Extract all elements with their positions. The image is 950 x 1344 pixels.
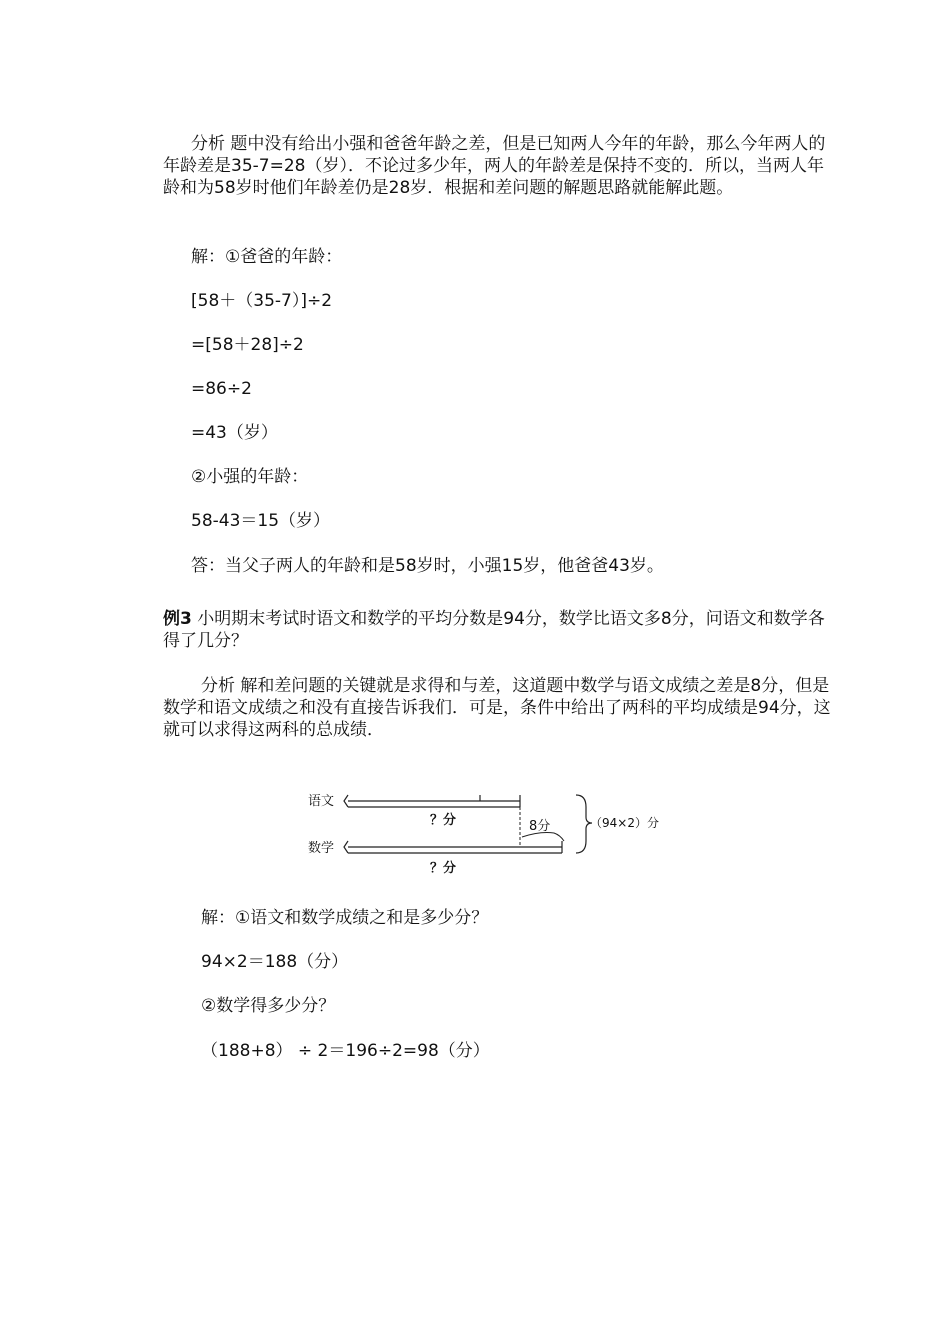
- difference-label: 8分: [529, 819, 551, 834]
- analysis-paragraph-2: 分析 解和差问题的关键就是求得和与差，这道题中数学与语文成绩之差是8分，但是数学和语文成绩之和没有直接告诉我们．可是，条件中给出了两科的平均成绩是94分，这就可以求得这两科的总成绩．: [163, 676, 831, 740]
- equation-step-2: =[58＋28]÷2: [191, 335, 304, 355]
- example-label: 例3: [163, 609, 192, 629]
- label-chinese: 语文: [308, 794, 335, 809]
- solution-header-4: ②数学得多少分？: [201, 996, 336, 1016]
- example-text: 小明期末考试时语文和数学的平均分数是94分，数学比语文多8分，问语文和数学各得了几分？: [163, 609, 825, 651]
- answer-line: 答：当父子两人的年龄和是58岁时，小强15岁，他爸爸43岁。: [191, 556, 664, 576]
- segment-diagram: [300, 785, 680, 885]
- label-math: 数学: [308, 841, 335, 856]
- unknown-math: ？分: [430, 861, 457, 876]
- equation-step-1: [58＋（35-7）]÷2: [191, 291, 333, 311]
- analysis-paragraph-1: 分析 题中没有给出小强和爸爸年龄之差，但是已知两人今年的年龄，那么今年两人的年龄差是35-7=28（岁）．不论过多少年，两人的年龄差是保持不变的．所以，当两人年龄和为58岁时他们年龄差仍是28岁．根据和差问题的解题思路就能解此题。: [163, 134, 826, 198]
- solution-header-2: ②小强的年龄：: [191, 467, 309, 487]
- equation-step-7: （188+8） ÷ 2＝196÷2=98（分）: [201, 1041, 490, 1061]
- equation-step-6: 94×2＝188（分）: [201, 952, 349, 972]
- total-label: （94×2）分: [590, 816, 659, 830]
- equation-step-4: =43（岁）: [191, 423, 278, 443]
- equation-step-5: 58-43＝15（岁）: [191, 511, 331, 531]
- equation-step-3: =86÷2: [191, 379, 252, 399]
- unknown-chinese: ？分: [430, 813, 457, 828]
- solution-header-1: 解：①爸爸的年龄：: [191, 247, 343, 267]
- solution-header-3: 解：①语文和数学成绩之和是多少分？: [201, 908, 489, 928]
- chinese-bar: [344, 795, 520, 807]
- math-bar: [344, 841, 562, 853]
- example-3-problem: [163, 608, 833, 652]
